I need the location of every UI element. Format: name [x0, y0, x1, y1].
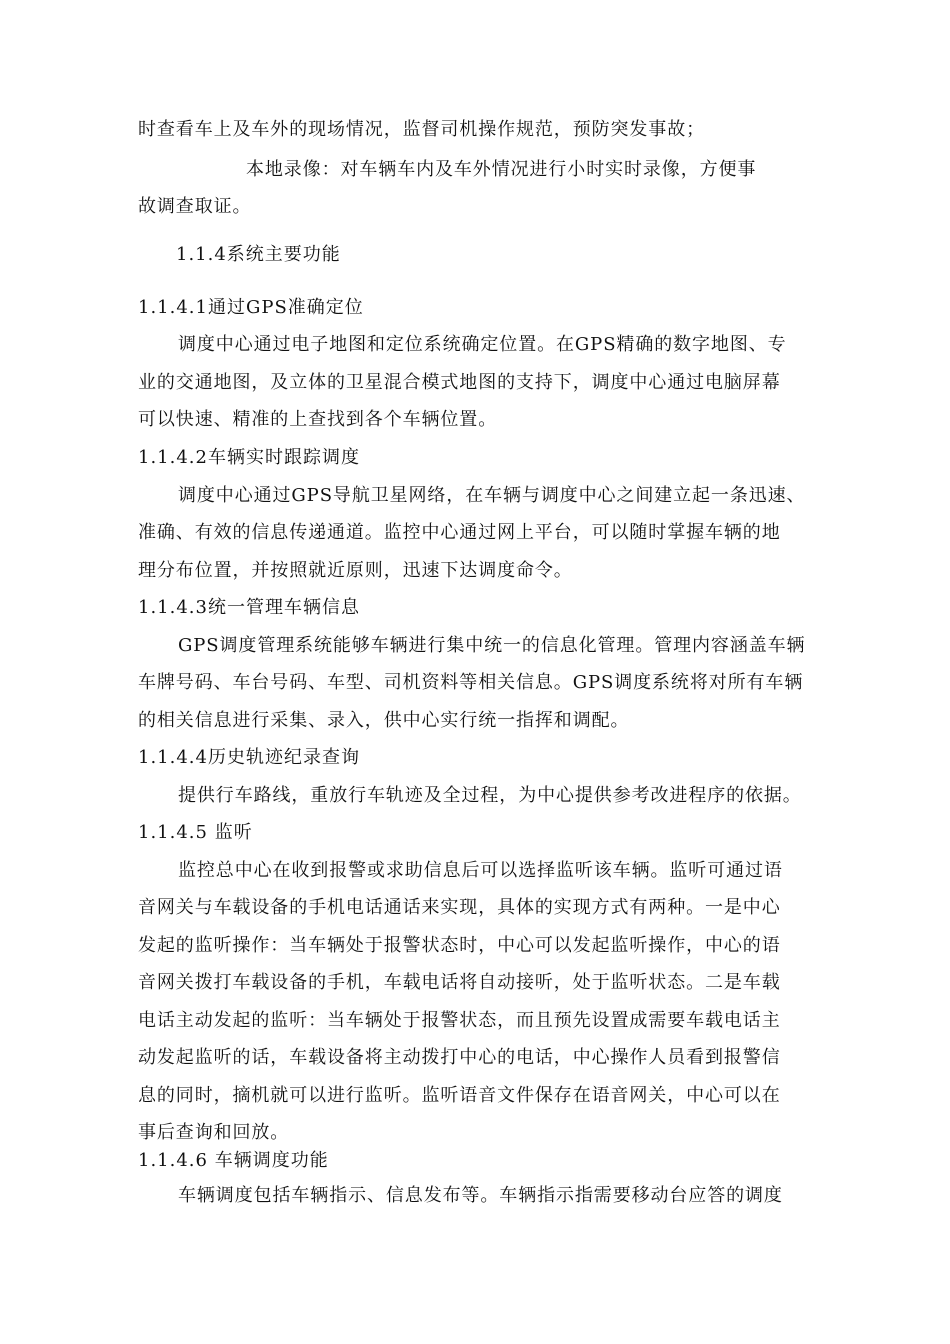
- intro-line-3: 故调查取证。: [138, 196, 252, 217]
- intro-line-1: 时查看车上及车外的现场情况，监督司机操作规范，预防突发事故；: [138, 119, 705, 140]
- s2-line-3: 理分布位置，并按照就近原则，迅速下达调度命令。: [138, 560, 573, 581]
- s5-line-2: 音网关与车载设备的手机电话通话来实现，具体的实现方式有两种。一是中心: [138, 897, 781, 918]
- s1-line-2: 业的交通地图，及立体的卫星混合模式地图的支持下，调度中心通过电脑屏幕: [138, 372, 781, 393]
- s3-line-1: GPS调度管理系统能够车辆进行集中统一的信息化管理。管理内容涵盖车辆: [178, 635, 806, 656]
- s4-line-1: 提供行车路线，重放行车轨迹及全过程，为中心提供参考改进程序的依据。: [178, 785, 802, 806]
- heading-1-1-4-1: 1.1.4.1通过GPS准确定位: [138, 297, 364, 318]
- s5-line-3: 发起的监听操作：当车辆处于报警状态时，中心可以发起监听操作，中心的语: [138, 935, 781, 956]
- s5-line-6: 动发起监听的话，车载设备将主动拨打中心的电话，中心操作人员看到报警信: [138, 1047, 781, 1068]
- s6-line-1: 车辆调度包括车辆指示、信息发布等。车辆指示指需要移动台应答的调度: [178, 1185, 783, 1206]
- heading-1-1-4-3: 1.1.4.3统一管理车辆信息: [138, 597, 360, 618]
- s3-line-2: 车牌号码、车台号码、车型、司机资料等相关信息。GPS调度系统将对所有车辆: [138, 672, 804, 693]
- s5-line-1: 监控总中心在收到报警或求助信息后可以选择监听该车辆。监听可通过语: [178, 860, 783, 881]
- section-title: 1.1.4系统主要功能: [176, 244, 341, 265]
- heading-1-1-4-6: 1.1.4.6 车辆调度功能: [138, 1150, 329, 1171]
- s1-line-1: 调度中心通过电子地图和定位系统确定位置。在GPS精确的数字地图、专: [178, 334, 787, 355]
- s5-line-5: 电话主动发起的监听：当车辆处于报警状态，而且预先设置成需要车载电话主: [138, 1010, 781, 1031]
- heading-1-1-4-2: 1.1.4.2车辆实时跟踪调度: [138, 447, 360, 468]
- s5-line-4: 音网关拨打车载设备的手机，车载电话将自动接听，处于监听状态。二是车载: [138, 972, 781, 993]
- s1-line-3: 可以快速、精准的上查找到各个车辆位置。: [138, 409, 498, 430]
- s2-line-1: 调度中心通过GPS导航卫星网络，在车辆与调度中心之间建立起一条迅速、: [178, 485, 806, 506]
- heading-1-1-4-5: 1.1.4.5 监听: [138, 822, 253, 843]
- s5-line-8: 事后查询和回放。: [138, 1122, 290, 1143]
- s3-line-3: 的相关信息进行采集、录入，供中心实行统一指挥和调配。: [138, 710, 630, 731]
- s2-line-2: 准确、有效的信息传递通道。监控中心通过网上平台，可以随时掌握车辆的地: [138, 522, 781, 543]
- heading-1-1-4-4: 1.1.4.4历史轨迹纪录查询: [138, 747, 360, 768]
- intro-line-2: 本地录像：对车辆车内及车外情况进行小时实时录像，方便事: [246, 159, 757, 180]
- s5-line-7: 息的同时，摘机就可以进行监听。监听语音文件保存在语音网关，中心可以在: [138, 1085, 781, 1106]
